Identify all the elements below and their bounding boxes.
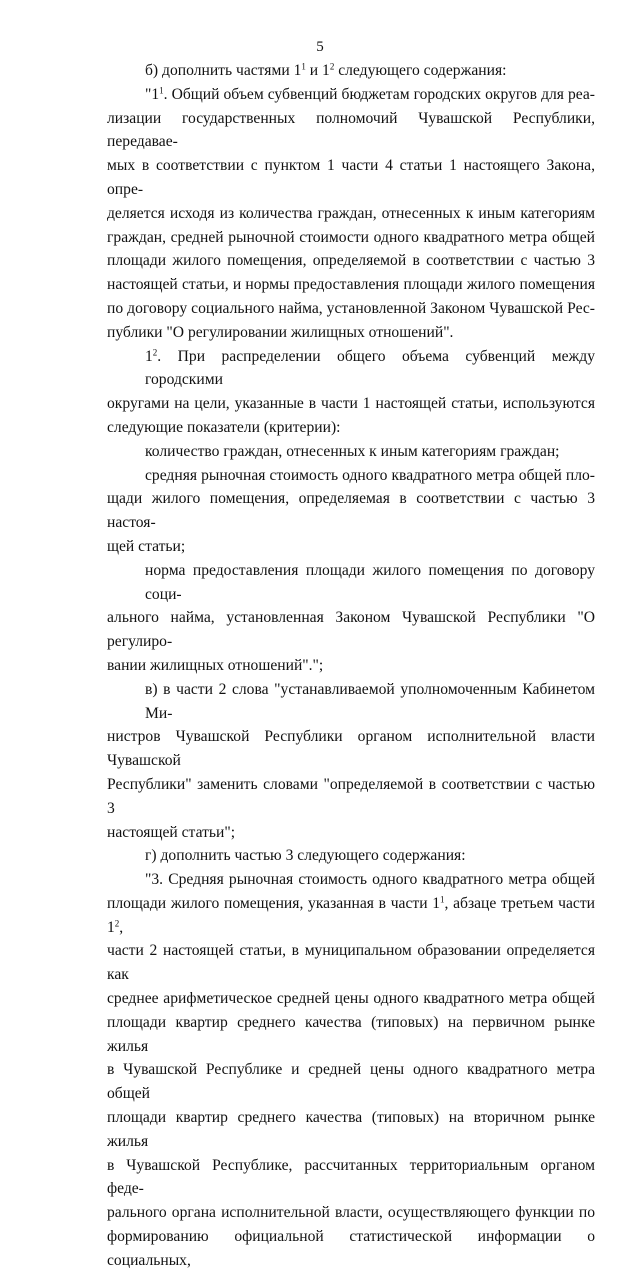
text-line — [107, 654, 595, 678]
text-line — [107, 464, 595, 488]
text-run: Республики" заменить словами "определяемой в соответствии с частью 3 — [107, 775, 595, 817]
text-run: настоящей статьи"; — [107, 823, 236, 841]
text-run: , абзаце третьем части 1 — [107, 894, 595, 936]
superscript: 2 — [152, 347, 158, 358]
text-run: средняя рыночная стоимость одного квадратного метра общей пло- — [145, 466, 595, 484]
superscript: 1 — [440, 894, 445, 905]
text-run: ального найма, установленная Законом Чувашской Республики "О регулиро- — [107, 609, 595, 651]
text-run: , — [119, 918, 124, 936]
text-line — [107, 249, 595, 273]
superscript: 2 — [329, 61, 335, 72]
text-run: настоящей статьи, и нормы предоставления площади жилого помещения — [107, 276, 595, 294]
text-line — [107, 83, 595, 107]
text-run: площади жилого помещения, определяемой в соответствии с частью 3 — [107, 252, 595, 270]
text-line — [107, 892, 595, 940]
text-line — [107, 273, 595, 297]
text-line — [107, 773, 595, 821]
text-line — [107, 678, 595, 726]
text-run: б) дополнить частями 1 — [145, 62, 302, 79]
text-line — [107, 107, 595, 155]
text-line — [107, 606, 595, 654]
text-run: следующие показатели (критерии): — [107, 418, 341, 436]
text-line — [107, 1225, 595, 1273]
text-run: норма предоставления площади жилого помещения по договору соци- — [145, 561, 595, 603]
text-run: в Чувашской Республике и средней цены одного квадратного метра общей — [107, 1061, 595, 1103]
text-run: деляется исходя из количества граждан, отнесенных к иным категориям — [107, 204, 595, 222]
text-line — [107, 535, 595, 559]
text-run: граждан, средней рыночной стоимости одного квадратного метра общей — [107, 228, 595, 246]
superscript: 1 — [159, 85, 164, 96]
text-run: 1 — [145, 347, 153, 365]
text-run: в Чувашской Республике, рассчитанных территориальным органом феде- — [107, 1156, 595, 1198]
text-line — [107, 1154, 595, 1202]
text-line — [107, 345, 595, 393]
text-run: нистров Чувашской Республики органом исполнительной власти Чувашской — [107, 728, 595, 770]
text-line — [107, 1058, 595, 1106]
text-line — [107, 202, 595, 226]
text-run: публики "О регулировании жилищных отношений". — [107, 323, 454, 341]
text-run: среднее арифметическое средней цены одного квадратного метра общей — [107, 990, 595, 1008]
text-run: в) в части 2 слова "устанавливаемой уполномоченным Кабинетом Ми- — [145, 680, 595, 722]
text-line — [107, 868, 595, 892]
text-line — [107, 392, 595, 416]
text-run: щей статьи; — [107, 537, 186, 555]
text-run: следующего содержания: — [334, 62, 507, 79]
text-line — [107, 987, 595, 1011]
text-run: лизации государственных полномочий Чувашской Республики, передавае- — [107, 109, 595, 151]
text-line — [107, 725, 595, 773]
text-line — [107, 939, 595, 987]
text-run: рального органа исполнительной власти, осуществляющего функции по — [107, 1204, 595, 1222]
text-run: части 2 настоящей статьи, в муниципальном образовании определяется как — [107, 942, 595, 984]
text-line — [107, 154, 595, 202]
text-line — [107, 1201, 595, 1225]
text-run: вании жилищных отношений"."; — [107, 656, 324, 674]
text-line — [107, 321, 595, 345]
text-run: "1 — [145, 85, 160, 103]
text-run: по договору социального найма, установленной Законом Чувашской Рес- — [107, 299, 595, 317]
text-run: формированию официальной статистической информации о социальных, — [107, 1228, 595, 1269]
text-run: "3. Средняя рыночная стоимость одного квадратного метра общей — [145, 871, 595, 889]
text-run: г) дополнить частью 3 следующего содержания: — [145, 847, 466, 865]
text-run: округами на цели, указанные в части 1 настоящей статьи, используются — [107, 395, 595, 413]
text-line — [107, 844, 595, 868]
text-run: мых в соответствии с пунктом 1 части 4 статьи 1 настоящего Закона, опре- — [107, 157, 595, 198]
superscript: 1 — [301, 61, 306, 72]
text-line — [107, 821, 595, 845]
body-text — [107, 59, 595, 1273]
text-line — [107, 440, 595, 464]
text-line — [107, 559, 595, 607]
text-run: площади жилого помещения, указанная в части 1 — [107, 894, 441, 912]
text-line — [107, 1011, 595, 1059]
text-run: площади квартир среднего качества (типовых) на вторичном рынке жилья — [107, 1109, 595, 1150]
text-line — [107, 1106, 595, 1154]
text-run: . При распределении общего объема субвенций между городскими — [145, 347, 595, 389]
text-run: количество граждан, отнесенных к иным категориям граждан; — [145, 442, 560, 460]
text-run: . Общий объем субвенций бюджетам городских округов для реа- — [163, 85, 595, 103]
text-line — [107, 487, 595, 535]
text-line — [107, 416, 595, 440]
text-run: и 1 — [305, 62, 330, 79]
text-run: площади квартир среднего качества (типовых) на первичном рынке жилья — [107, 1013, 595, 1055]
text-run: щади жилого помещения, определяемая в соответствии с частью 3 настоя- — [107, 490, 595, 532]
text-line — [107, 297, 595, 321]
page-number: 5 — [316, 39, 324, 55]
text-line — [107, 226, 595, 250]
text-line — [107, 59, 595, 83]
superscript: 2 — [114, 918, 120, 929]
